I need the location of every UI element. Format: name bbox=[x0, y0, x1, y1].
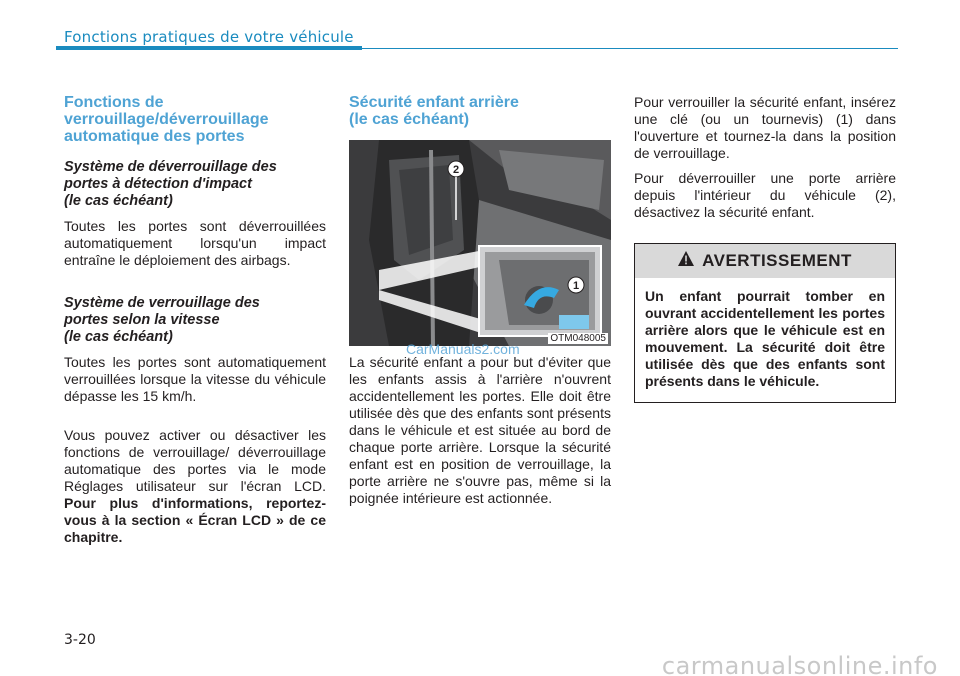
left-column bbox=[64, 94, 326, 546]
header-rule-thin bbox=[362, 48, 898, 49]
section-title-auto-lock: Fonctions de verrouillage/déverrouillage automatique des portes bbox=[64, 94, 269, 145]
warning-box bbox=[634, 243, 896, 403]
callout-number-1: 1 bbox=[572, 280, 580, 292]
speed-lock-text: Toutes les portes sont automatiquement verrouillées lorsque la vitesse du véhicule dépasse les 15 km/h. bbox=[64, 354, 326, 404]
impact-unlock-text: Toutes les portes sont déverrouillées automatiquement lorsqu'un impact entraîne le déploiement des airbags. bbox=[64, 218, 326, 268]
section-title-child-lock: Sécurité enfant arrière (le cas échéant) bbox=[349, 94, 519, 128]
page-number: 3-20 bbox=[64, 632, 96, 648]
subsection-title-impact-unlock: Système de déverrouillage des portes à détection d'impact (le cas échéant) bbox=[64, 159, 277, 209]
page-header-title: Fonctions pratiques de votre véhicule bbox=[64, 28, 354, 46]
child-lock-text: La sécurité enfant a pour but d'éviter que les enfants assis à l'arrière n'ouvrent accidentellement les portes. Elle doit être utilisée dès que des enfants sont présents dans le véhicule et est située au bord de chaque porte arrière. Lorsque la sécurité enfant est en position de verrouillage, la porte arrière ne s'ouvre pas, même si la poignée intérieure est actionnée. bbox=[349, 354, 611, 506]
child-lock-figure bbox=[349, 140, 611, 346]
settings-reference-bold: Pour plus d'informations, reportez-vous à la section « Écran LCD » de ce chapitre. bbox=[64, 495, 326, 545]
unlock-instructions-text: Pour déverrouiller une porte arrière depuis l'intérieur du véhicule (2), désactivez la sécurité enfant. bbox=[634, 170, 896, 220]
header-rule-thick bbox=[56, 46, 362, 50]
callout-number-2: 2 bbox=[452, 164, 460, 176]
middle-column bbox=[349, 94, 611, 507]
warning-triangle-icon bbox=[678, 251, 694, 271]
lock-instructions-text: Pour verrouiller la sécurité enfant, insérez une clé (ou un tournevis) (1) dans l'ouverture et tournez-la dans la position de verrouillage. bbox=[634, 94, 896, 161]
right-column bbox=[634, 94, 896, 403]
site-watermark-overlay: CarManuals2.com bbox=[406, 341, 520, 357]
rear-door-illustration bbox=[349, 140, 611, 346]
subsection-title-speed-lock: Système de verrouillage des portes selon la vitesse (le cas échéant) bbox=[64, 295, 260, 345]
warning-header bbox=[635, 244, 895, 278]
figure-code: OTM048005 bbox=[550, 333, 606, 344]
settings-text: Vous pouvez activer ou désactiver les fonctions de verrouillage/ déverrouillage automatique des portes via le mode Réglages utilisateur sur l'écran LCD. Pour plus d'informations, reportez-vous à la section « Écran LCD » de ce chapitre. bbox=[64, 427, 326, 545]
warning-title: AVERTISSEMENT bbox=[702, 251, 852, 270]
warning-text: Un enfant pourrait tomber en ouvrant accidentellement les portes arrière alors que le véhicule est en mouvement. La sécurité doit être utilisée dès que des enfants sont présents dans le véhicule. bbox=[645, 288, 885, 389]
footer-site-watermark: carmanualsonline.info bbox=[661, 652, 938, 676]
